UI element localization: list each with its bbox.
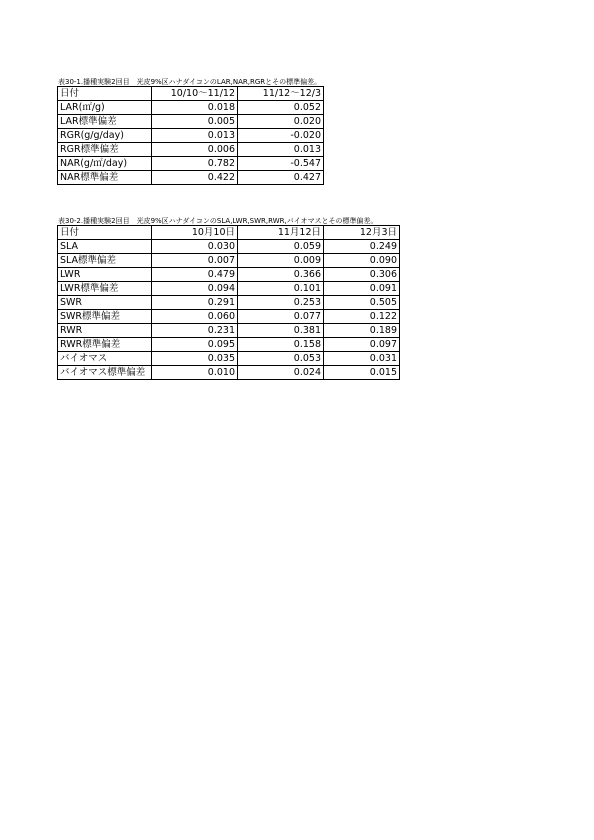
- value-cell: 0.189: [324, 324, 400, 338]
- value-cell: 0.306: [324, 268, 400, 282]
- value-cell: -0.020: [238, 129, 324, 143]
- value-cell: 0.009: [238, 254, 324, 268]
- table-header-row: [58, 87, 324, 101]
- row-label-cell: バイオマス標準偏差: [58, 366, 152, 380]
- value-cell: 0.094: [152, 282, 238, 296]
- table-row: [58, 282, 400, 296]
- value-cell: -0.547: [238, 157, 324, 171]
- header-date-cell: 12月3日: [324, 226, 400, 240]
- table-row: [58, 338, 400, 352]
- value-cell: 0.291: [152, 296, 238, 310]
- row-label-cell: LWR標準偏差: [58, 282, 152, 296]
- value-cell: 0.024: [238, 366, 324, 380]
- value-cell: 0.253: [238, 296, 324, 310]
- header-date-cell: 10月10日: [152, 226, 238, 240]
- value-cell: 0.505: [324, 296, 400, 310]
- row-label-cell: バイオマス: [58, 352, 152, 366]
- value-cell: 0.101: [238, 282, 324, 296]
- value-cell: 0.249: [324, 240, 400, 254]
- value-cell: 0.020: [238, 115, 324, 129]
- value-cell: 0.007: [152, 254, 238, 268]
- header-date-cell: 11/12～12/3: [238, 87, 324, 101]
- table-row: [58, 296, 400, 310]
- row-label-cell: NAR標準偏差: [58, 171, 152, 185]
- row-label-cell: RWR標準偏差: [58, 338, 152, 352]
- header-date-cell: 10/10～11/12: [152, 87, 238, 101]
- value-cell: 0.122: [324, 310, 400, 324]
- value-cell: 0.479: [152, 268, 238, 282]
- table-row: [58, 254, 400, 268]
- table-row: [58, 324, 400, 338]
- row-label-cell: SLA: [58, 240, 152, 254]
- row-label-cell: LWR: [58, 268, 152, 282]
- value-cell: 0.013: [238, 143, 324, 157]
- value-cell: 0.366: [238, 268, 324, 282]
- row-label-cell: RWR: [58, 324, 152, 338]
- value-cell: 0.059: [238, 240, 324, 254]
- value-cell: 0.091: [324, 282, 400, 296]
- value-cell: 0.053: [238, 352, 324, 366]
- value-cell: 0.030: [152, 240, 238, 254]
- table-row: [58, 240, 400, 254]
- value-cell: 0.018: [152, 101, 238, 115]
- table-row: [58, 129, 324, 143]
- table-row: [58, 366, 400, 380]
- value-cell: 0.077: [238, 310, 324, 324]
- table-row: [58, 171, 324, 185]
- value-cell: 0.015: [324, 366, 400, 380]
- value-cell: 0.782: [152, 157, 238, 171]
- sla-lwr-swr-rwr-table: [57, 225, 400, 380]
- row-label-cell: LAR(㎡/g): [58, 101, 152, 115]
- value-cell: 0.005: [152, 115, 238, 129]
- value-cell: 0.052: [238, 101, 324, 115]
- table-row: [58, 115, 324, 129]
- row-label-cell: LAR標準偏差: [58, 115, 152, 129]
- row-label-cell: SLA標準偏差: [58, 254, 152, 268]
- value-cell: 0.231: [152, 324, 238, 338]
- value-cell: 0.422: [152, 171, 238, 185]
- table-row: [58, 157, 324, 171]
- value-cell: 0.060: [152, 310, 238, 324]
- value-cell: 0.097: [324, 338, 400, 352]
- row-label-cell: SWR: [58, 296, 152, 310]
- table-row: [58, 352, 400, 366]
- table-row: [58, 268, 400, 282]
- table1-caption: 表30-1.播種実験2回目 光皮9%区ハナダイコンのLAR,NAR,RGRとその標準偏差。: [58, 78, 322, 86]
- value-cell: 0.031: [324, 352, 400, 366]
- value-cell: 0.035: [152, 352, 238, 366]
- table-row: [58, 143, 324, 157]
- row-label-cell: RGR(g/g/day): [58, 129, 152, 143]
- lar-nar-rgr-table: [57, 86, 324, 185]
- table2-caption: 表30-2.播種実験2回目 光皮9%区ハナダイコンのSLA,LWR,SWR,RWR,バイオマスとその標準偏差。: [58, 217, 378, 225]
- header-date-cell: 11月12日: [238, 226, 324, 240]
- row-label-cell: SWR標準偏差: [58, 310, 152, 324]
- table-row: [58, 310, 400, 324]
- value-cell: 0.010: [152, 366, 238, 380]
- value-cell: 0.158: [238, 338, 324, 352]
- value-cell: 0.090: [324, 254, 400, 268]
- table-header-row: [58, 226, 400, 240]
- table-row: [58, 101, 324, 115]
- value-cell: 0.006: [152, 143, 238, 157]
- value-cell: 0.013: [152, 129, 238, 143]
- header-label-cell: 日付: [58, 87, 152, 101]
- header-label-cell: 日付: [58, 226, 152, 240]
- row-label-cell: NAR(g/㎡/day): [58, 157, 152, 171]
- value-cell: 0.381: [238, 324, 324, 338]
- row-label-cell: RGR標準偏差: [58, 143, 152, 157]
- value-cell: 0.095: [152, 338, 238, 352]
- value-cell: 0.427: [238, 171, 324, 185]
